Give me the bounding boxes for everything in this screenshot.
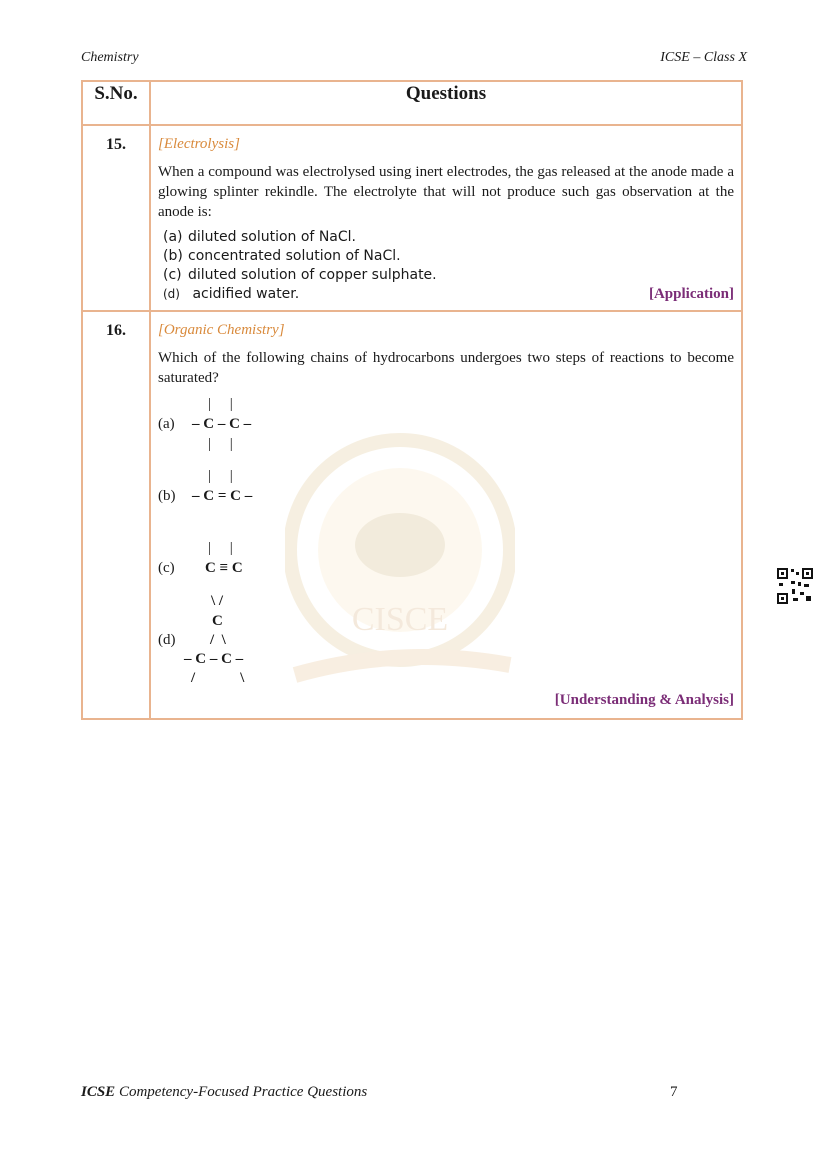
option-text: acidified water. <box>192 286 300 302</box>
bond-lines: | | <box>208 540 233 556</box>
qr-code-icon <box>776 567 814 605</box>
question-tag: [Understanding & Analysis] <box>554 692 734 708</box>
footer-title <box>81 1084 367 1101</box>
page-number: 7 <box>670 1084 678 1100</box>
option-text: concentrated solution of NaCl. <box>188 248 401 264</box>
watermark-text: CISCE <box>351 601 449 638</box>
questions-table <box>81 80 743 720</box>
table-header-row <box>82 81 742 125</box>
formula-b: – C = C – <box>192 488 253 504</box>
bond-lines: \ / <box>211 593 224 609</box>
option-a <box>163 228 734 247</box>
column-header-sno: S.No. <box>82 81 150 125</box>
column-header-questions: Questions <box>150 81 742 125</box>
table-row <box>82 125 742 311</box>
header-board: ICSE – Class X <box>660 50 747 65</box>
bond-lines: | | <box>208 436 233 452</box>
option-label: (a) <box>163 229 183 245</box>
question-stem: When a compound was electrolysed using inert electrodes, the gas released at the anode made a glowing splinter rekindle. The electrolyte that will not produce such gas observation at the anode is: <box>158 164 734 220</box>
question-stem: Which of the following chains of hydrocarbons undergoes two steps of reactions to become saturated? <box>158 350 734 386</box>
option-d <box>163 285 734 304</box>
footer-title-bold: ICSE <box>81 1084 116 1100</box>
question-number: 16. <box>82 311 150 719</box>
question-topic: [Electrolysis] <box>158 136 240 152</box>
option-label: (b) <box>158 488 176 504</box>
option-c <box>163 266 734 285</box>
structural-formulas <box>158 394 734 712</box>
question-cell <box>150 125 742 311</box>
question-topic: [Organic Chemistry] <box>158 322 285 338</box>
option-label: (a) <box>158 416 175 432</box>
option-text: diluted solution of NaCl. <box>188 229 356 245</box>
options-list <box>158 228 734 304</box>
option-b <box>163 247 734 266</box>
formula-c: C ≡ C <box>205 560 243 576</box>
option-label: (c) <box>163 267 182 283</box>
option-label: (b) <box>163 248 183 264</box>
question-number: 15. <box>82 125 150 311</box>
header-subject: Chemistry <box>81 50 139 65</box>
bond-lines: | | <box>208 396 233 412</box>
table-row <box>82 311 742 719</box>
bond-lines: / \ <box>210 632 226 648</box>
bond-lines: | | <box>208 468 233 484</box>
option-label: (c) <box>158 560 175 576</box>
option-label: (d) <box>163 287 180 301</box>
bond-lines: / \ <box>191 670 245 686</box>
option-text: diluted solution of copper sulphate. <box>188 267 437 283</box>
footer-title-rest: Competency-Focused Practice Questions <box>115 1084 368 1100</box>
formula-d: – C – C – <box>184 651 244 667</box>
formula-d-top: C <box>212 613 223 629</box>
formula-a: – C – C – <box>192 416 252 432</box>
question-tag: [Application] <box>648 286 734 302</box>
option-label: (d) <box>158 632 176 648</box>
question-cell <box>150 311 742 719</box>
